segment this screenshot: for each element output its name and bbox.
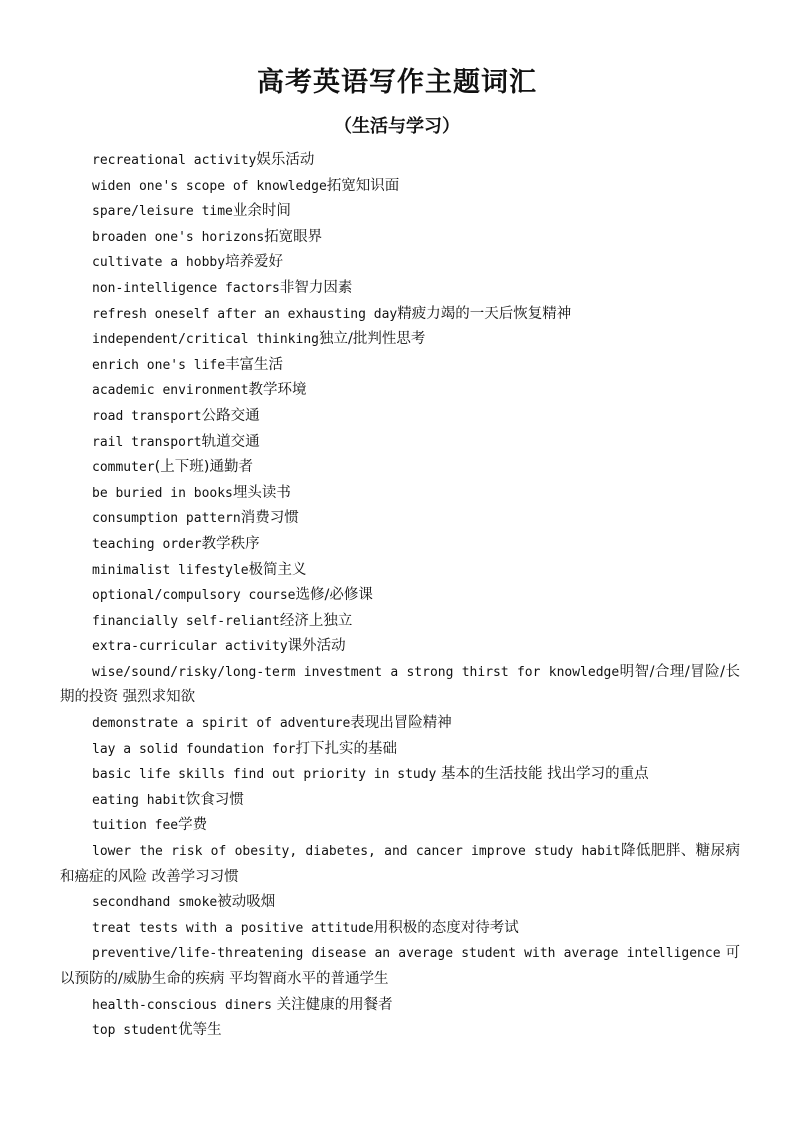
entry-english: lay a solid foundation for <box>92 741 296 757</box>
entry-english: minimalist lifestyle <box>92 562 249 578</box>
entry-chinese: 业余时间 <box>232 203 291 220</box>
vocabulary-entry <box>60 506 740 532</box>
vocabulary-entry <box>60 327 740 353</box>
entry-chinese: 打下扎实的基础 <box>295 740 397 757</box>
entry-english: spare/leisure time <box>92 204 233 220</box>
vocabulary-entry <box>60 199 740 225</box>
entry-english: optional/compulsory course <box>92 588 296 604</box>
entry-chinese: 被动吸烟 <box>217 894 276 911</box>
entry-english: eating habit <box>92 792 186 808</box>
entry-english: wise/sound/risky/long-term investment a strong thirst for knowledge <box>92 664 620 680</box>
entry-chinese: 可以预防的/威胁生命的疾病 平均智商水平的普通学生 <box>60 945 740 987</box>
vocabulary-entry <box>60 660 740 711</box>
entry-english: independent/critical thinking <box>92 332 319 348</box>
entry-chinese: 消费习惯 <box>240 510 299 527</box>
entry-chinese: 公路交通 <box>201 407 260 424</box>
entry-chinese: 优等生 <box>178 1022 222 1039</box>
entry-chinese: 关注健康的用餐者 <box>272 996 393 1013</box>
entry-chinese: 拓宽眼界 <box>264 228 323 245</box>
vocabulary-entry <box>60 737 740 763</box>
entry-english: demonstrate a spirit of adventure <box>92 716 351 732</box>
entry-chinese: 极简主义 <box>248 561 307 578</box>
entry-chinese: 教学秩序 <box>201 535 260 552</box>
entry-english: financially self-reliant <box>92 613 280 629</box>
entry-chinese: 教学环境 <box>248 382 307 399</box>
entry-english: academic environment <box>92 383 249 399</box>
vocabulary-entry <box>60 148 740 174</box>
entry-chinese: 明智/合理/冒险/长期的投资 强烈求知欲 <box>60 663 741 706</box>
vocabulary-entry <box>60 276 740 302</box>
entry-english: tuition fee <box>92 818 179 834</box>
vocabulary-entry <box>60 558 740 584</box>
entry-chinese: 轨道交通 <box>201 433 260 450</box>
entry-chinese: 埋头读书 <box>232 484 291 501</box>
entry-english: road transport <box>92 408 202 424</box>
vocabulary-entry <box>60 634 740 660</box>
vocabulary-entry <box>60 583 740 609</box>
entry-english: widen one's scope of knowledge <box>92 178 327 194</box>
page-subtitle: （生活与学习） <box>334 116 460 137</box>
entry-chinese: 饮食习惯 <box>185 791 244 808</box>
vocabulary-entry <box>60 378 740 404</box>
entry-english: lower the risk of obesity, diabetes, and cancer improve study habit <box>92 844 621 860</box>
vocabulary-list <box>60 148 740 1044</box>
entry-english: extra-curricular activity <box>92 639 288 655</box>
vocabulary-entry <box>60 302 740 328</box>
entry-chinese: 课外活动 <box>287 638 346 655</box>
vocabulary-entry <box>60 609 740 635</box>
page-title: 高考英语写作主题词汇 <box>257 67 537 98</box>
entry-english: recreational activity <box>92 153 257 168</box>
entry-chinese: 丰富生活 <box>225 356 284 373</box>
entry-chinese: 培养爱好 <box>225 254 284 271</box>
vocabulary-entry <box>60 404 740 430</box>
vocabulary-entry <box>60 174 740 200</box>
vocabulary-entry <box>60 813 740 839</box>
vocabulary-entry <box>60 762 740 788</box>
vocabulary-entry <box>60 430 740 456</box>
entry-english: health-conscious diners <box>92 997 273 1013</box>
entry-chinese: 用积极的态度对待考试 <box>373 919 519 936</box>
vocabulary-entry <box>60 1018 740 1044</box>
vocabulary-entry <box>60 353 740 379</box>
entry-chinese: 娱乐活动 <box>256 152 315 168</box>
entry-english: rail transport <box>92 434 202 450</box>
vocabulary-entry <box>60 250 740 276</box>
vocabulary-entry <box>60 225 740 251</box>
entry-chinese: (上下班)通勤者 <box>154 459 253 476</box>
entry-english: commuter <box>92 460 155 476</box>
vocabulary-entry <box>60 890 740 916</box>
vocabulary-entry <box>60 788 740 814</box>
entry-english: top student <box>92 1023 179 1039</box>
entry-chinese: 拓宽知识面 <box>326 177 400 194</box>
entry-chinese: 独立/批判性思考 <box>318 331 426 348</box>
entry-english: consumption pattern <box>92 511 241 527</box>
entry-chinese: 基本的生活技能 找出学习的重点 <box>436 766 649 783</box>
vocabulary-entry <box>60 993 740 1019</box>
entry-chinese: 降低肥胖、糖尿病和癌症的风险 改善学习习惯 <box>60 843 741 885</box>
entry-english: refresh oneself after an exhausting day <box>92 306 398 322</box>
entry-chinese: 精疲力竭的一天后恢复精神 <box>397 305 572 322</box>
entry-english: teaching order <box>92 536 202 552</box>
entry-english: non-intelligence factors <box>92 280 280 296</box>
entry-english: enrich one's life <box>92 357 226 373</box>
entry-chinese: 经济上独立 <box>279 612 353 629</box>
entry-chinese: 选修/必修课 <box>295 587 373 604</box>
entry-english: be buried in books <box>92 485 233 501</box>
entry-english: cultivate a hobby <box>92 255 226 271</box>
vocabulary-entry <box>60 941 740 992</box>
entry-chinese: 学费 <box>178 817 208 834</box>
entry-english: broaden one's horizons <box>92 229 265 245</box>
entry-english: preventive/life-threatening disease an average student with average intelligence <box>92 946 721 962</box>
entry-english: secondhand smoke <box>92 895 218 911</box>
vocabulary-entry <box>60 532 740 558</box>
vocabulary-entry <box>60 839 740 890</box>
vocabulary-entry <box>60 481 740 507</box>
vocabulary-entry <box>60 711 740 737</box>
entry-english: basic life skills find out priority in study <box>92 767 437 783</box>
vocabulary-entry <box>60 455 740 481</box>
entry-chinese: 表现出冒险精神 <box>350 715 452 732</box>
entry-chinese: 非智力因素 <box>279 279 353 296</box>
vocabulary-entry <box>60 916 740 942</box>
entry-english: treat tests with a positive attitude <box>92 920 374 936</box>
